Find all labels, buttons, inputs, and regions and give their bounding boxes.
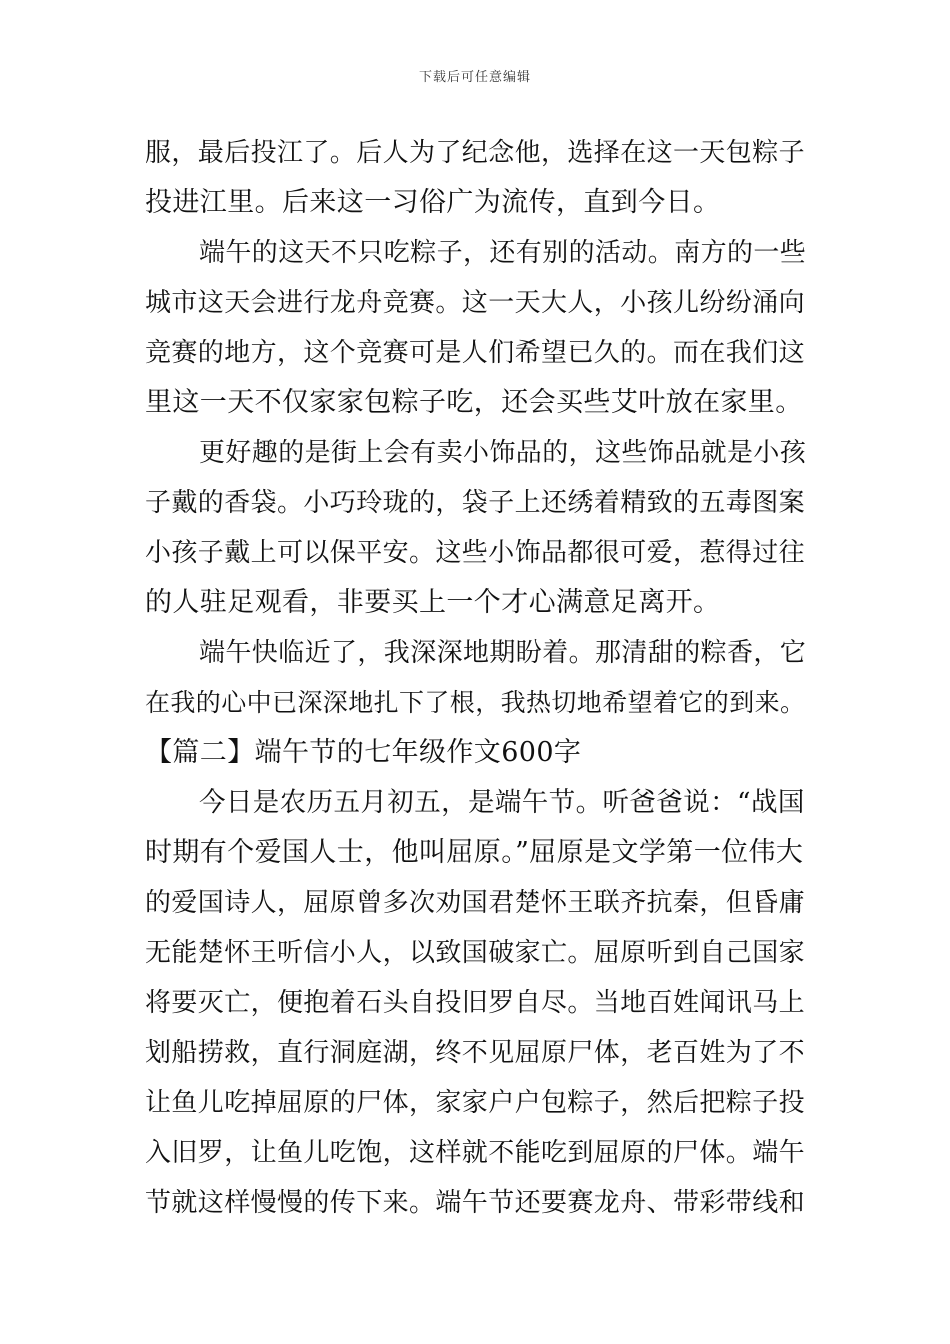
text-line: 端午快临近了，我深深地期盼着。那清甜的粽香，它: [199, 638, 807, 668]
text-line: 的爱国诗人，屈原曾多次劝国君楚怀王联齐抗秦，但昏庸: [145, 888, 806, 918]
text-line: 【篇二】端午节的七年级作文600字: [145, 737, 582, 768]
text-line: 将要灭亡，便抱着石头自投旧罗自尽。当地百姓闻讯马上: [145, 988, 806, 1018]
text-line: 让鱼儿吃掉屈原的尸体，家家户户包粽子，然后把粽子投: [145, 1088, 806, 1118]
text-line: 小孩子戴上可以保平安。这些小饰品都很可爱，惹得过往: [145, 538, 806, 568]
text-line: 投进江里。后来这一习俗广为流传，直到今日。: [145, 187, 721, 218]
text-line: 入旧罗，让鱼儿吃饱，这样就不能吃到屈原的尸体。端午: [145, 1138, 806, 1168]
text-line: 里这一天不仅家家包粽子吃，还会买些艾叶放在家里。: [145, 387, 803, 418]
text-line: 城市这天会进行龙舟竞赛。这一天大人，小孩儿纷纷涌向: [145, 288, 806, 318]
text-line: 在我的心中已深深地扎下了根，我热切地希望着它的到来。: [145, 688, 806, 717]
text-line: 子戴的香袋。小巧玲珑的，袋子上还绣着精致的五毒图案: [145, 488, 806, 518]
text-line: 节就这样慢慢的传下来。端午节还要赛龙舟、带彩带线和: [145, 1188, 806, 1218]
document-body: [145, 128, 810, 1228]
text-line: 划船捞救，直行洞庭湖，终不见屈原尸体，老百姓为了不: [145, 1038, 806, 1068]
text-line: 时期有个爱国人士，他叫屈原。”屈原是文学第一位伟大: [145, 837, 804, 868]
text-line: 的人驻足观看，非要买上一个才心满意足离开。: [145, 587, 721, 618]
text-line: 更好趣的是街上会有卖小饰品的，这些饰品就是小孩: [199, 438, 807, 468]
page-header: 下载后可任意编辑: [418, 70, 531, 85]
text-line: 今日是农历五月初五，是端午节。听爸爸说：“战国: [199, 787, 805, 818]
text-line: 无能楚怀王听信小人，以致国破家亡。屈原听到自己国家: [145, 938, 806, 968]
text-line: 端午的这天不只吃粽子，还有别的活动。南方的一些: [199, 238, 807, 268]
text-line: 竞赛的地方，这个竞赛可是人们希望已久的。而在我们这: [145, 338, 806, 368]
text-line: 服，最后投江了。后人为了纪念他，选择在这一天包粽子: [145, 138, 806, 168]
